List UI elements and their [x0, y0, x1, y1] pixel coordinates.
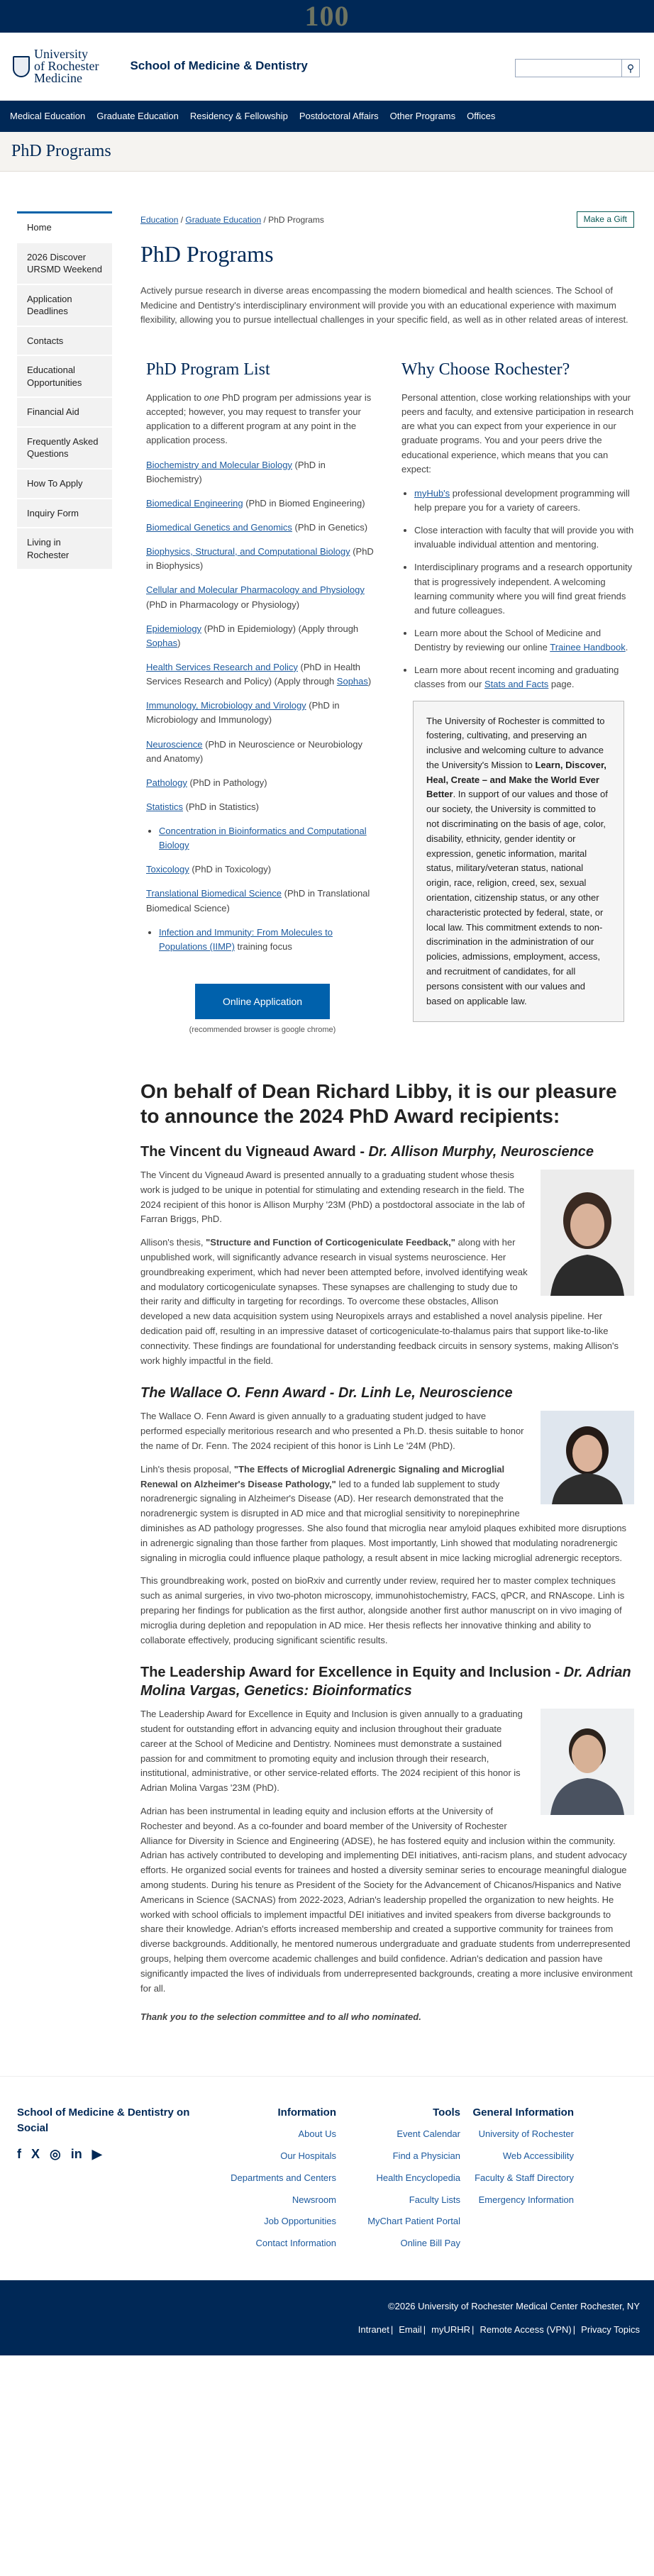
sophas-link[interactable]: Sophas: [146, 637, 178, 648]
award-title: [140, 1663, 634, 1700]
site-footer: [0, 2076, 654, 2280]
awards-heading: On behalf of Dean Richard Libby, it is our pleasure to announce the 2024 PhD Award recipients:: [140, 1079, 617, 1127]
text: . In support of our values and those of our society, the University is committed to not discriminating on the basis of age, color, disability, ethnicity, gender identity or expression, genetic information, marital status, military/veteran status, national origin, race, religion, creed, sex, sexual orientation, citizenship status, or any other characteristic protected by federal, state, or local law. This commitment extends to non-discrimination in the administration of our policies, admissions, employment, access, and recruitment of candidates, for all persons consistent with our values and based on applicable law.: [426, 789, 608, 1006]
program-item: [146, 887, 379, 915]
browser-note: (recommended browser is google chrome): [189, 1026, 336, 1035]
footer-link[interactable]: Departments and Centers: [231, 2172, 336, 2183]
instagram-icon[interactable]: ◎: [50, 2146, 61, 2161]
footer-link[interactable]: Web Accessibility: [502, 2150, 574, 2161]
footer-general: [460, 2105, 574, 2259]
footer-heading: Tools: [433, 2106, 460, 2119]
sidebar: [17, 211, 112, 570]
program-link[interactable]: Immunology, Microbiology and Virology: [146, 700, 306, 711]
sidebar-item-discover-weekend[interactable]: 2026 Discover URSMD Weekend: [17, 243, 112, 285]
social-links: [17, 2145, 194, 2163]
text: ): [367, 676, 372, 687]
page-banner: [0, 132, 654, 172]
nav-other-programs[interactable]: Other Programs: [389, 110, 456, 121]
award-text: The Leadership Award for Excellence in Equity and Inclusion is given annually to a graduating student for outstanding effort in advancing equity and inclusion throughout their graduate career at the School of Medicine and Dentistry. Nominees must demonstrate a sustained passion for and commitment to promoting equity and inclusion through their research, institutional, administrative, or other service-related efforts. The 2024 recipient of this honor is Adrian Molina Vargas '23M (PhD).: [140, 1709, 523, 1794]
linkedin-icon[interactable]: in: [70, 2146, 82, 2161]
sidebar-item-faq[interactable]: Frequently Asked Questions: [17, 428, 112, 470]
program-degree: (PhD in Pathology): [187, 777, 267, 788]
page-title: PhD Programs: [140, 241, 274, 267]
footer-heading: General Information: [472, 2106, 574, 2119]
recipient-photo: [541, 1411, 634, 1504]
bottom-link[interactable]: Privacy Topics: [581, 2324, 640, 2335]
anniversary-mark: 100: [304, 0, 350, 32]
text: page.: [548, 679, 575, 690]
sidebar-item-financial-aid[interactable]: Financial Aid: [17, 398, 112, 428]
award-text: The Wallace O. Fenn Award is given annually to a graduating student judged to have performed especially meritorious research and who presented a Ph.D. thesis suitable to honor the name of Dr. Fenn. The 2024 recipient of this honor is Linh Le '24M (PhD).: [140, 1411, 524, 1451]
recipient-name: Dr. Allison Murphy, Neuroscience: [368, 1143, 594, 1160]
thesis-title: "Structure and Function of Corticogeniculate Feedback,": [206, 1237, 455, 1248]
program-degree: (PhD in Biophysics): [146, 546, 374, 572]
program-link[interactable]: Biomedical Engineering: [146, 497, 243, 509]
footer-brand: [17, 2105, 194, 2259]
program-item: [146, 800, 379, 814]
bottom-link[interactable]: Intranet: [358, 2324, 389, 2335]
program-link[interactable]: Translational Biomedical Science: [146, 888, 282, 899]
program-item: [146, 738, 379, 766]
sidebar-item-inquiry-form[interactable]: Inquiry Form: [17, 499, 112, 529]
sidebar-item-contacts[interactable]: Contacts: [17, 327, 112, 357]
separator: |: [472, 2324, 475, 2335]
bottom-links: [14, 2324, 640, 2337]
program-degree: (PhD in Pharmacology or Physiology): [146, 599, 300, 610]
program-item: [146, 521, 379, 535]
program-link[interactable]: Neuroscience: [146, 738, 203, 750]
list-item: • Interdisciplinary programs and a research opportunity that is progressively independent. A welcoming learning community where you will find great friends and future colleagues.: [414, 560, 634, 618]
program-list-heading: PhD Program List: [146, 360, 270, 379]
list-item: [159, 926, 379, 954]
search-input[interactable]: [515, 59, 621, 77]
breadcrumb-education[interactable]: Education: [140, 215, 179, 225]
breadcrumb-graduate-education[interactable]: Graduate Education: [185, 215, 262, 225]
breadcrumb: [140, 214, 634, 226]
program-link[interactable]: Biomedical Genetics and Genomics: [146, 521, 292, 533]
sophas-link[interactable]: Sophas: [336, 676, 368, 687]
thesis-title: "The Effects of Microglial Adrenergic Signaling and Microglial Renewal on Alzheimer's Disease Pathology,": [140, 1463, 505, 1489]
sidebar-item-application-deadlines[interactable]: Application Deadlines: [17, 285, 112, 327]
program-item: [146, 622, 379, 650]
text: along with her unpublished work, will significantly advance research in visual systems neuroscience. Her groundbreaking experiment, which had never been attempted before, involved identifying weak and modulatory corticogeniculate synapses. These synapses are challenging to study due to their rarity and difficulty in targeting for recordings. To overcome these obstacles, Allison developed a new data acquisition system using Neuropixels arrays and established a novel analysis pipeline. Her dedication paid off, resulting in an impressive dataset of corticogeniculate-to-thalamus pairs that support like-to-like connectivity. These findings are foundational for understanding feedback circuits in sensory systems, making Allison's work highly impactful in the field.: [140, 1237, 619, 1366]
text: ): [177, 637, 181, 648]
text: Application to: [146, 392, 204, 403]
separator: |: [423, 2324, 426, 2335]
footer-link[interactable]: MyChart Patient Portal: [367, 2216, 460, 2227]
program-degree: (PhD in Health Services Research and Policy) (Apply through: [146, 661, 361, 687]
program-item: [146, 583, 379, 611]
program-degree: (PhD in Neuroscience or Neurobiology and Anatomy): [146, 738, 362, 764]
mission-text: Learn, Discover, Heal, Create – and Make the World Ever Better: [426, 759, 606, 800]
footer-link[interactable]: University of Rochester: [478, 2128, 574, 2139]
university-logo[interactable]: [13, 48, 99, 84]
footer-link[interactable]: Job Opportunities: [264, 2216, 336, 2227]
footer-link[interactable]: Contact Information: [255, 2238, 336, 2249]
footer-link[interactable]: Newsroom: [292, 2194, 336, 2205]
footer-information: [194, 2105, 336, 2259]
text: PhD program per admissions year is accepted; however, you may request to transfer your application to a different program at any point in the application process.: [146, 392, 372, 446]
diversity-statement: [413, 701, 624, 1023]
breadcrumb-current: PhD Programs: [268, 215, 324, 225]
footer-tools: [336, 2105, 460, 2259]
thanks-note: Thank you to the selection committee and to all who nominated.: [140, 2011, 421, 2023]
text: Learn more about recent incoming and graduating classes from our: [414, 665, 619, 690]
program-list-intro: [146, 391, 379, 448]
trainee-handbook-link[interactable]: Trainee Handbook: [550, 642, 626, 653]
search-icon: ⚲: [626, 62, 635, 74]
program-degree: (PhD in Translational Biomedical Science): [146, 888, 370, 914]
footer-link[interactable]: Our Hospitals: [280, 2150, 336, 2161]
program-degree: (PhD in Biomed Engineering): [243, 497, 365, 509]
intro-text: Actively pursue research in diverse areas encompassing the modern biomedical and health sciences. The School of Medicine and Dentistry's interdisciplinary environment will provide you with an educational experience with maximum flexibility, allowing you to pursue intellectual challenges in your specific field, as well as in other related areas of interest.: [140, 284, 628, 326]
sidebar-item-how-to-apply[interactable]: How To Apply: [17, 470, 112, 499]
main-nav: [0, 101, 654, 132]
school-name[interactable]: School of Medicine & Dentistry: [130, 59, 308, 73]
program-item: [146, 496, 379, 511]
copyright: ©2026 University of Rochester Medical Center Rochester, NY: [388, 2301, 640, 2312]
awards-section: [140, 1079, 634, 2025]
text: The Leadership Award for Excellence in Equity and Inclusion -: [140, 1665, 564, 1681]
list-item: [414, 626, 634, 655]
program-degree: (PhD in Genetics): [292, 521, 368, 533]
text: .: [625, 642, 628, 653]
search-button[interactable]: [621, 59, 640, 77]
sidebar-item-educational-opportunities[interactable]: Educational Opportunities: [17, 356, 112, 398]
top-banner: [0, 0, 654, 33]
recipient-photo: [541, 1170, 634, 1296]
text: The Wallace O. Fenn Award - Dr. Linh Le, Neuroscience: [140, 1385, 513, 1401]
program-link[interactable]: Toxicology: [146, 864, 189, 875]
program-link[interactable]: Cellular and Molecular Pharmacology and Physiology: [146, 584, 365, 596]
myhub-link[interactable]: myHub's: [414, 487, 450, 499]
breadcrumb-separator: /: [261, 215, 269, 225]
program-item: [146, 699, 379, 727]
text: Linh's thesis proposal,: [140, 1463, 234, 1475]
recipient-photo: [541, 1709, 634, 1815]
program-item: [146, 776, 379, 790]
award-title: [140, 1384, 634, 1402]
bottom-link[interactable]: myURHR: [431, 2324, 471, 2335]
nav-medical-education[interactable]: Medical Education: [10, 110, 86, 121]
list-item: [414, 487, 634, 515]
award-text: Adrian has been instrumental in leading equity and inclusion efforts at the University of Rochester and beyond. As a co-founder and board member of the University of Rochester Alliance for Diversity in Science and Engineering (ADSE), he has fostered equity and inclusion within the community. Adrian has actively contributed to developing and implementing DEI initiatives, anti-racism plans, and student advocacy efforts. He organized social events for trainees and hosted a diversity seminar series to encourage meaningful dialogue among students. During his tenure as President of the Society for the Advancement of Chicanos/Hispanics and Native Americans in Science (SACNAS) from 2022-2023, Adrian's leadership propelled the organization to new heights. He worked with school officials to implement impactful DEI initiatives and invited speakers from diverse backgrounds to share their knowledge. Adrian's efforts increased membership and created a supportive community for trainees from diverse backgrounds. Additionally, he mentored numerous undergraduate and graduate students from underrepresented groups, helping them overcome academic challenges and build confidence. Adrian's dedication and passion have significantly impacted the lives of individuals from underrepresented backgrounds, creating a more inclusive environment for all.: [140, 1806, 633, 1994]
footer-link[interactable]: Find a Physician: [392, 2150, 460, 2161]
why-intro: Personal attention, close working relationships with your peers and faculty, and extensive participation in research are what you can expect from your experience in our graduate programs. You and your peers drive the educational experience, which means that you can expect:: [401, 392, 634, 474]
program-item: [146, 660, 379, 689]
footer-heading: Information: [277, 2106, 336, 2119]
program-degree: (PhD in Epidemiology) (Apply through: [201, 623, 359, 634]
program-degree: (PhD in Toxicology): [189, 864, 272, 875]
main-content: [140, 211, 634, 2033]
sidebar-item-home[interactable]: Home: [17, 213, 112, 243]
program-item: [146, 458, 379, 487]
program-link[interactable]: Biochemistry and Molecular Biology: [146, 459, 292, 470]
bottom-link[interactable]: Remote Access (VPN): [480, 2324, 572, 2335]
footer-link[interactable]: About Us: [298, 2128, 336, 2139]
crest-icon: [13, 56, 30, 77]
footer-link[interactable]: Health Encyclopedia: [376, 2172, 460, 2183]
facebook-icon[interactable]: f: [17, 2146, 21, 2161]
list-item: [159, 824, 379, 853]
program-link[interactable]: Statistics: [146, 801, 184, 812]
footer-link[interactable]: Event Calendar: [397, 2128, 460, 2139]
program-degree: (PhD in Statistics): [183, 801, 259, 812]
breadcrumb-separator: /: [178, 215, 186, 225]
recipient-name: Dr. Adrian Molina Vargas, Genetics: Bioinformatics: [140, 1665, 631, 1699]
program-list: [146, 357, 379, 1036]
footer-link[interactable]: Emergency Information: [478, 2194, 574, 2205]
make-a-gift-button[interactable]: Make a Gift: [577, 211, 634, 228]
program-link[interactable]: Infection and Immunity: From Molecules to Populations (IIMP): [159, 926, 333, 952]
x-icon[interactable]: X: [31, 2146, 40, 2161]
nav-graduate-education[interactable]: Graduate Education: [96, 110, 179, 121]
emphasis: one: [204, 392, 220, 403]
program-link[interactable]: Epidemiology: [146, 623, 202, 634]
separator: |: [572, 2324, 576, 2335]
award-text: The Vincent du Vigneaud Award is presented annually to a graduating student whose thesis work is judged to be unique in potential for stimulating and extending research in the field. The 2024 recipient of this honor is Allison Murphy '23M (PhD) a postdoctoral associate in the lab of Farran Briggs, PhD.: [140, 1169, 525, 1225]
text: The University of Rochester is committed to fostering, cultivating, and preserving an inclusive and welcoming culture to advance the University's Mission to: [426, 715, 605, 770]
text: led to a funded lab supplement to study noradrenergic signaling in Alzheimer's Disease (AD). Her research demonstrated that the noradrenergic system is disrupted in AD mice and that microglial sensitivity to norepinephrine diminishes as AD pathology progresses. She also found that microglia near amyloid plaques exhibited more disruptions in adrenergic signaling than those farther from plaques. Most importantly, Linh showed that modulating noradrenergic signaling in microglia could influence plaque pathology, a result absent in mice lacking microglial adrenergic receptors.: [140, 1478, 627, 1563]
logo-line: Medicine: [34, 71, 82, 85]
online-application-button[interactable]: Online Application: [195, 984, 330, 1019]
text: The Vincent du Vigneaud Award -: [140, 1143, 369, 1160]
bottom-link[interactable]: Email: [399, 2324, 422, 2335]
footer-link[interactable]: Faculty & Staff Directory: [475, 2172, 574, 2183]
why-rochester: [401, 357, 634, 1036]
program-link[interactable]: Pathology: [146, 777, 187, 788]
footer-brand-title: School of Medicine & Dentistry on Social: [17, 2106, 190, 2134]
separator: |: [390, 2324, 394, 2335]
text: training focus: [234, 940, 292, 952]
logo-line: University: [34, 47, 88, 61]
award-title: [140, 1143, 634, 1161]
bottom-bar: [0, 2280, 654, 2355]
program-item: [146, 862, 379, 877]
program-item: [146, 545, 379, 573]
program-degree: (PhD in Microbiology and Immunology): [146, 700, 340, 726]
footer-link[interactable]: Faculty Lists: [409, 2194, 460, 2205]
text: Learn more about the School of Medicine and Dentistry by reviewing our online: [414, 627, 602, 653]
text: professional development programming will help prepare you for a variety of careers.: [414, 487, 630, 513]
site-header: [0, 33, 654, 101]
list-item: [414, 663, 634, 692]
nav-residency-fellowship[interactable]: Residency & Fellowship: [189, 110, 288, 121]
nav-postdoctoral-affairs[interactable]: Postdoctoral Affairs: [299, 110, 379, 121]
stats-facts-link[interactable]: Stats and Facts: [484, 679, 549, 690]
sidebar-item-living-in-rochester[interactable]: Living in Rochester: [17, 528, 112, 570]
program-link[interactable]: Biophysics, Structural, and Computational Biology: [146, 546, 350, 557]
award-text: This groundbreaking work, posted on bioRxiv and currently under review, required her to master complex techniques such as animal surgeries, in vivo two-photon microscopy, immunohistochemistry, FACS, qPCR, and RNAscope. Linh is preparing her findings for publication as the first author, alongside another first author manuscript on in vivo imaging of microglia during depletion and repopulation in AD mice. Her thesis reflects her innovative thinking and ability to collaborate effectively, producing significant scientific results.: [140, 1575, 625, 1645]
nav-offices[interactable]: Offices: [467, 110, 496, 121]
footer-link[interactable]: Online Bill Pay: [400, 2238, 460, 2249]
why-heading: Why Choose Rochester?: [401, 360, 570, 379]
text: Allison's thesis,: [140, 1237, 206, 1248]
youtube-icon[interactable]: ▶: [92, 2146, 102, 2161]
search-box: [515, 59, 640, 77]
program-link[interactable]: Concentration in Bioinformatics and Computational Biology: [159, 826, 367, 851]
banner-title: PhD Programs: [11, 142, 111, 161]
program-degree: (PhD in Biochemistry): [146, 459, 326, 484]
logo-line: of Rochester: [34, 59, 99, 73]
list-item: • Close interaction with faculty that will provide you with invaluable individual attention and mentoring.: [414, 523, 634, 552]
program-link[interactable]: Health Services Research and Policy: [146, 661, 298, 672]
